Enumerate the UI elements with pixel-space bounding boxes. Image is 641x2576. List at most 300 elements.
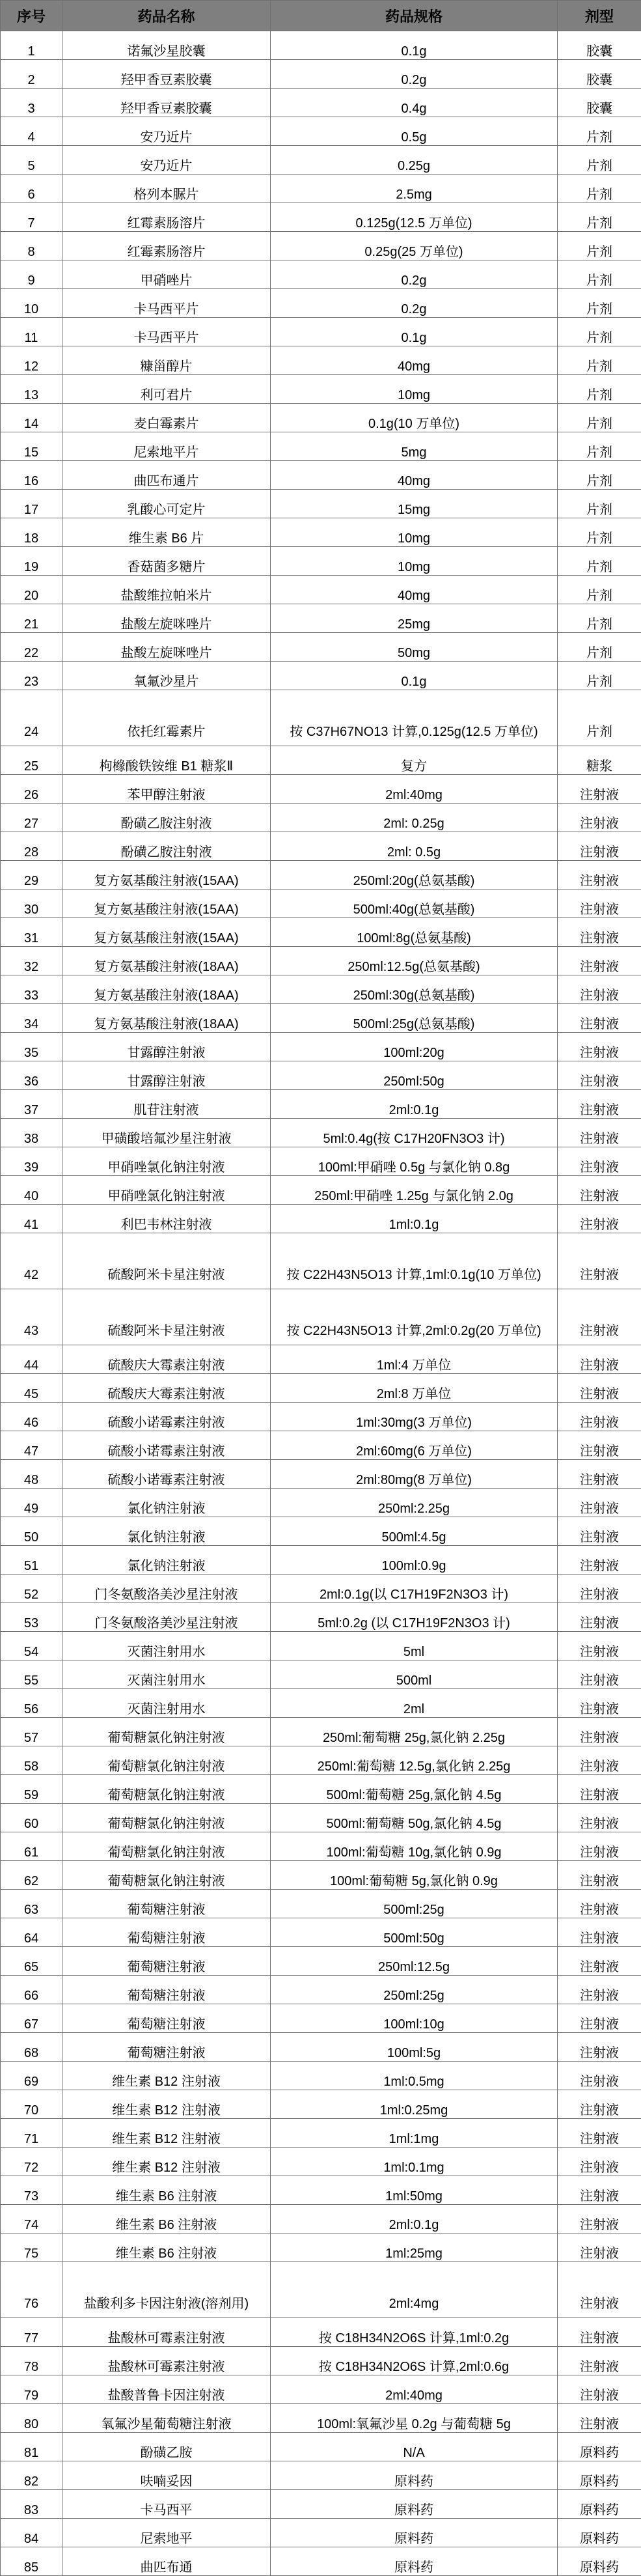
drug-spec: 1ml:1mg — [271, 2119, 558, 2148]
table-row — [1, 2033, 641, 2062]
row-index: 75 — [1, 2233, 62, 2262]
dosage-form: 原料药 — [558, 2547, 641, 2576]
row-index: 63 — [1, 1890, 62, 1918]
drug-spec: N/A — [271, 2433, 558, 2461]
table-row — [1, 633, 641, 662]
table-row — [1, 1918, 641, 1947]
drug-spec: 250ml:20g(总氨基酸) — [271, 861, 558, 889]
table-row — [1, 318, 641, 346]
table-row — [1, 832, 641, 861]
drug-spec: 40mg — [271, 461, 558, 490]
drug-spec: 40mg — [271, 346, 558, 375]
row-index: 81 — [1, 2433, 62, 2461]
drug-name: 葡萄糖氯化钠注射液 — [62, 1718, 271, 1746]
dosage-form: 片剂 — [558, 576, 641, 604]
row-index: 84 — [1, 2519, 62, 2547]
table-row — [1, 1004, 641, 1033]
header-dosage-form: 剂型 — [558, 1, 641, 31]
dosage-form: 注射液 — [558, 2318, 641, 2347]
dosage-form: 注射液 — [558, 2404, 641, 2433]
table-row — [1, 289, 641, 318]
row-index: 60 — [1, 1804, 62, 1832]
table-row — [1, 1976, 641, 2004]
drug-name: 葡萄糖注射液 — [62, 1976, 271, 2004]
drug-spec: 5mg — [271, 432, 558, 461]
drug-name: 氯化钠注射液 — [62, 1489, 271, 1517]
drug-spec: 2ml: 0.5g — [271, 832, 558, 861]
drug-spec: 500ml:50g — [271, 1918, 558, 1947]
table-row — [1, 1147, 641, 1176]
table-row — [1, 1718, 641, 1746]
drug-spec: 100ml:5g — [271, 2033, 558, 2062]
drug-name: 氧氟沙星葡萄糖注射液 — [62, 2404, 271, 2433]
row-index: 9 — [1, 260, 62, 289]
drug-name: 硫酸庆大霉素注射液 — [62, 1345, 271, 1374]
row-index: 59 — [1, 1775, 62, 1804]
row-index: 4 — [1, 117, 62, 146]
row-index: 18 — [1, 518, 62, 547]
drug-spec: 1ml:0.5mg — [271, 2062, 558, 2090]
table-row — [1, 1090, 641, 1119]
drug-spec: 250ml:30g(总氨基酸) — [271, 975, 558, 1004]
table-row — [1, 2347, 641, 2375]
dosage-form: 注射液 — [558, 1489, 641, 1517]
drug-name: 安乃近片 — [62, 117, 271, 146]
row-index: 42 — [1, 1233, 62, 1289]
drug-spec: 1ml:25mg — [271, 2233, 558, 2262]
table-row — [1, 1689, 641, 1718]
row-index: 64 — [1, 1918, 62, 1947]
dosage-form: 注射液 — [558, 1345, 641, 1374]
table-row — [1, 490, 641, 518]
drug-spec: 2ml:0.1g — [271, 1090, 558, 1119]
table-row — [1, 2148, 641, 2176]
drug-spec: 5ml:0.2g (以 C17H19F2N3O3 计) — [271, 1603, 558, 1632]
drug-name: 复方氨基酸注射液(18AA) — [62, 947, 271, 975]
dosage-form: 片剂 — [558, 346, 641, 375]
drug-spec: 按 C18H34N2O6S 计算,1ml:0.2g — [271, 2318, 558, 2347]
row-index: 80 — [1, 2404, 62, 2433]
drug-name: 肌苷注射液 — [62, 1090, 271, 1119]
drug-spec: 500ml:葡萄糖 50g,氯化钠 4.5g — [271, 1804, 558, 1832]
row-index: 57 — [1, 1718, 62, 1746]
table-row — [1, 1804, 641, 1832]
drug-name: 门冬氨酸洛美沙星注射液 — [62, 1575, 271, 1603]
row-index: 35 — [1, 1033, 62, 1061]
table-row — [1, 203, 641, 232]
row-index: 24 — [1, 690, 62, 746]
table-row — [1, 889, 641, 918]
table-row — [1, 690, 641, 746]
dosage-form: 注射液 — [558, 1890, 641, 1918]
drug-name: 维生素 B12 注射液 — [62, 2062, 271, 2090]
row-index: 37 — [1, 1090, 62, 1119]
table-row — [1, 975, 641, 1004]
drug-name: 葡萄糖注射液 — [62, 2033, 271, 2062]
drug-name: 葡萄糖氯化钠注射液 — [62, 1804, 271, 1832]
row-index: 68 — [1, 2033, 62, 2062]
drug-spec: 按 C22H43N5O13 计算,1ml:0.1g(10 万单位) — [271, 1233, 558, 1289]
row-index: 83 — [1, 2490, 62, 2519]
drug-spec: 50mg — [271, 633, 558, 662]
row-index: 1 — [1, 31, 62, 60]
drug-name: 曲匹布通 — [62, 2547, 271, 2576]
row-index: 19 — [1, 547, 62, 576]
table-row — [1, 2547, 641, 2576]
dosage-form: 注射液 — [558, 2375, 641, 2404]
row-index: 49 — [1, 1489, 62, 1517]
drug-name: 甲硝唑氯化钠注射液 — [62, 1176, 271, 1205]
dosage-form: 注射液 — [558, 889, 641, 918]
table-row — [1, 1861, 641, 1890]
row-index: 77 — [1, 2318, 62, 2347]
table-row — [1, 461, 641, 490]
drug-name: 灭菌注射用水 — [62, 1689, 271, 1718]
dosage-form: 片剂 — [558, 490, 641, 518]
drug-name: 格列本脲片 — [62, 175, 271, 203]
drug-spec: 100ml:氧氟沙星 0.2g 与葡萄糖 5g — [271, 2404, 558, 2433]
drug-name: 尼索地平片 — [62, 432, 271, 461]
dosage-form: 片剂 — [558, 232, 641, 260]
dosage-form: 注射液 — [558, 2119, 641, 2148]
dosage-form: 注射液 — [558, 832, 641, 861]
drug-spec: 250ml:50g — [271, 1061, 558, 1090]
drug-name: 维生素 B6 片 — [62, 518, 271, 547]
row-index: 13 — [1, 375, 62, 404]
dosage-form: 注射液 — [558, 775, 641, 804]
row-index: 58 — [1, 1746, 62, 1775]
drug-name: 硫酸庆大霉素注射液 — [62, 1374, 271, 1403]
table-row — [1, 1489, 641, 1517]
row-index: 23 — [1, 662, 62, 690]
row-index: 56 — [1, 1689, 62, 1718]
row-index: 43 — [1, 1289, 62, 1345]
table-row — [1, 804, 641, 832]
dosage-form: 注射液 — [558, 1517, 641, 1546]
drug-spec: 0.5g — [271, 117, 558, 146]
drug-name: 诺氟沙星胶囊 — [62, 31, 271, 60]
drug-spec: 500ml:25g — [271, 1890, 558, 1918]
drug-name: 依托红霉素片 — [62, 690, 271, 746]
drug-spec: 100ml:甲硝唑 0.5g 与氯化钠 0.8g — [271, 1147, 558, 1176]
drug-name: 红霉素肠溶片 — [62, 232, 271, 260]
dosage-form: 注射液 — [558, 1918, 641, 1947]
table-row — [1, 2490, 641, 2519]
dosage-form: 注射液 — [558, 1147, 641, 1176]
row-index: 61 — [1, 1832, 62, 1861]
table-row — [1, 1546, 641, 1575]
table-row — [1, 2205, 641, 2233]
table-row — [1, 2090, 641, 2119]
drug-spec: 250ml:葡萄糖 12.5g,氯化钠 2.25g — [271, 1746, 558, 1775]
table-row — [1, 175, 641, 203]
drug-name: 曲匹布通片 — [62, 461, 271, 490]
dosage-form: 注射液 — [558, 2148, 641, 2176]
table-row — [1, 1947, 641, 1976]
drug-spec: 0.2g — [271, 289, 558, 318]
row-index: 5 — [1, 146, 62, 175]
table-row — [1, 518, 641, 547]
drug-spec: 10mg — [271, 547, 558, 576]
drug-spec: 按 C18H34N2O6S 计算,2ml:0.6g — [271, 2347, 558, 2375]
dosage-form: 片剂 — [558, 518, 641, 547]
dosage-form: 片剂 — [558, 260, 641, 289]
table-row — [1, 861, 641, 889]
drug-spec: 2ml:0.1g(以 C17H19F2N3O3 计) — [271, 1575, 558, 1603]
dosage-form: 注射液 — [558, 1546, 641, 1575]
drug-name: 葡萄糖注射液 — [62, 1947, 271, 1976]
drug-spec: 复方 — [271, 746, 558, 775]
row-index: 34 — [1, 1004, 62, 1033]
row-index: 70 — [1, 2090, 62, 2119]
table-row — [1, 1460, 641, 1489]
row-index: 8 — [1, 232, 62, 260]
dosage-form: 原料药 — [558, 2519, 641, 2547]
dosage-form: 注射液 — [558, 1976, 641, 2004]
drug-spec: 原料药 — [271, 2519, 558, 2547]
row-index: 82 — [1, 2461, 62, 2490]
drug-name: 酚磺乙胺 — [62, 2433, 271, 2461]
table-row — [1, 2375, 641, 2404]
drug-spec: 100ml:20g — [271, 1033, 558, 1061]
drug-name: 乳酸心可定片 — [62, 490, 271, 518]
row-index: 22 — [1, 633, 62, 662]
row-index: 31 — [1, 918, 62, 947]
row-index: 62 — [1, 1861, 62, 1890]
drug-name: 葡萄糖氯化钠注射液 — [62, 1832, 271, 1861]
drug-name: 盐酸左旋咪唑片 — [62, 633, 271, 662]
drug-spec: 100ml:葡萄糖 10g,氯化钠 0.9g — [271, 1832, 558, 1861]
row-index: 44 — [1, 1345, 62, 1374]
row-index: 41 — [1, 1205, 62, 1233]
drug-name: 葡萄糖注射液 — [62, 2004, 271, 2033]
drug-spec: 原料药 — [271, 2490, 558, 2519]
drug-spec: 100ml:0.9g — [271, 1546, 558, 1575]
row-index: 10 — [1, 289, 62, 318]
dosage-form: 片剂 — [558, 662, 641, 690]
drug-spec: 1ml:0.25mg — [271, 2090, 558, 2119]
row-index: 40 — [1, 1176, 62, 1205]
dosage-form: 片剂 — [558, 633, 641, 662]
dosage-form: 注射液 — [558, 2090, 641, 2119]
drug-spec: 15mg — [271, 490, 558, 518]
dosage-form: 片剂 — [558, 289, 641, 318]
dosage-form: 片剂 — [558, 318, 641, 346]
drug-spec: 100ml:10g — [271, 2004, 558, 2033]
dosage-form: 注射液 — [558, 1061, 641, 1090]
drug-name: 灭菌注射用水 — [62, 1632, 271, 1660]
drug-spec: 500ml:25g(总氨基酸) — [271, 1004, 558, 1033]
drug-name: 卡马西平 — [62, 2490, 271, 2519]
dosage-form: 注射液 — [558, 1431, 641, 1460]
row-index: 67 — [1, 2004, 62, 2033]
row-index: 27 — [1, 804, 62, 832]
drug-spec: 250ml:甲硝唑 1.25g 与氯化钠 2.0g — [271, 1176, 558, 1205]
drug-spec: 2ml:4mg — [271, 2262, 558, 2318]
table-row — [1, 662, 641, 690]
drug-name: 香菇菌多糖片 — [62, 547, 271, 576]
table-row — [1, 1832, 641, 1861]
table-row — [1, 2519, 641, 2547]
drug-name: 卡马西平片 — [62, 318, 271, 346]
drug-spec: 2ml: 0.25g — [271, 804, 558, 832]
table-row — [1, 746, 641, 775]
table-row — [1, 918, 641, 947]
dosage-form: 片剂 — [558, 547, 641, 576]
table-row — [1, 547, 641, 576]
row-index: 6 — [1, 175, 62, 203]
table-row — [1, 604, 641, 633]
drug-name: 盐酸林可霉素注射液 — [62, 2318, 271, 2347]
drug-spec: 25mg — [271, 604, 558, 633]
dosage-form: 注射液 — [558, 1575, 641, 1603]
dosage-form: 注射液 — [558, 1947, 641, 1976]
drug-name: 灭菌注射用水 — [62, 1660, 271, 1689]
table-row — [1, 346, 641, 375]
table-row — [1, 1660, 641, 1689]
drug-name: 复方氨基酸注射液(15AA) — [62, 889, 271, 918]
drug-name: 硫酸小诺霉素注射液 — [62, 1403, 271, 1431]
row-index: 72 — [1, 2148, 62, 2176]
drug-name: 硫酸阿米卡星注射液 — [62, 1233, 271, 1289]
row-index: 71 — [1, 2119, 62, 2148]
table-row — [1, 2119, 641, 2148]
drug-name: 维生素 B6 注射液 — [62, 2233, 271, 2262]
drug-name: 氯化钠注射液 — [62, 1517, 271, 1546]
drug-name: 氯化钠注射液 — [62, 1546, 271, 1575]
drug-name: 维生素 B12 注射液 — [62, 2119, 271, 2148]
row-index: 16 — [1, 461, 62, 490]
drug-spec: 5ml — [271, 1632, 558, 1660]
drug-name: 酚磺乙胺注射液 — [62, 804, 271, 832]
table-row — [1, 576, 641, 604]
dosage-form: 注射液 — [558, 1861, 641, 1890]
dosage-form: 片剂 — [558, 404, 641, 432]
drug-spec: 10mg — [271, 518, 558, 547]
table-row — [1, 1632, 641, 1660]
drug-spec: 2ml:8 万单位 — [271, 1374, 558, 1403]
drug-name: 甘露醇注射液 — [62, 1033, 271, 1061]
drug-name: 门冬氨酸洛美沙星注射液 — [62, 1603, 271, 1632]
dosage-form: 注射液 — [558, 1832, 641, 1861]
drug-name: 利巴韦林注射液 — [62, 1205, 271, 1233]
drug-name: 复方氨基酸注射液(18AA) — [62, 1004, 271, 1033]
dosage-form: 注射液 — [558, 1233, 641, 1289]
table-row — [1, 1890, 641, 1918]
drug-name: 利可君片 — [62, 375, 271, 404]
table-row — [1, 146, 641, 175]
dosage-form: 片剂 — [558, 604, 641, 633]
dosage-form: 注射液 — [558, 947, 641, 975]
drug-spec: 500ml:40g(总氨基酸) — [271, 889, 558, 918]
drug-name: 葡萄糖氯化钠注射液 — [62, 1746, 271, 1775]
drug-name: 盐酸左旋咪唑片 — [62, 604, 271, 633]
row-index: 14 — [1, 404, 62, 432]
row-index: 66 — [1, 1976, 62, 2004]
row-index: 38 — [1, 1119, 62, 1147]
drug-spec: 0.1g — [271, 318, 558, 346]
dosage-form: 注射液 — [558, 1746, 641, 1775]
row-index: 3 — [1, 89, 62, 117]
row-index: 17 — [1, 490, 62, 518]
dosage-form: 注射液 — [558, 918, 641, 947]
drug-spec: 2ml:60mg(6 万单位) — [271, 1431, 558, 1460]
drug-name: 硫酸小诺霉素注射液 — [62, 1431, 271, 1460]
drug-name: 葡萄糖氯化钠注射液 — [62, 1861, 271, 1890]
drug-spec: 500ml:4.5g — [271, 1517, 558, 1546]
row-index: 21 — [1, 604, 62, 633]
drug-spec: 按 C22H43N5O13 计算,2ml:0.2g(20 万单位) — [271, 1289, 558, 1345]
row-index: 76 — [1, 2262, 62, 2318]
drug-name: 维生素 B6 注射液 — [62, 2176, 271, 2205]
dosage-form: 注射液 — [558, 1403, 641, 1431]
drug-name: 盐酸利多卡因注射液(溶剂用) — [62, 2262, 271, 2318]
row-index: 55 — [1, 1660, 62, 1689]
dosage-form: 注射液 — [558, 1689, 641, 1718]
table-row — [1, 1289, 641, 1345]
dosage-form: 注射液 — [558, 1603, 641, 1632]
table-row — [1, 2233, 641, 2262]
drug-spec: 0.2g — [271, 60, 558, 89]
row-index: 50 — [1, 1517, 62, 1546]
dosage-form: 注射液 — [558, 1004, 641, 1033]
dosage-form: 片剂 — [558, 203, 641, 232]
row-index: 28 — [1, 832, 62, 861]
drug-name: 安乃近片 — [62, 146, 271, 175]
dosage-form: 胶囊 — [558, 31, 641, 60]
drug-spec: 2ml:40mg — [271, 775, 558, 804]
drug-name: 维生素 B6 注射液 — [62, 2205, 271, 2233]
dosage-form: 注射液 — [558, 1205, 641, 1233]
drug-spec: 2ml — [271, 1689, 558, 1718]
row-index: 54 — [1, 1632, 62, 1660]
dosage-form: 片剂 — [558, 690, 641, 746]
table-row — [1, 947, 641, 975]
dosage-form: 注射液 — [558, 1090, 641, 1119]
table-row — [1, 1575, 641, 1603]
drug-spec: 250ml:12.5g(总氨基酸) — [271, 947, 558, 975]
table-row — [1, 1517, 641, 1546]
table-row — [1, 1233, 641, 1289]
row-index: 78 — [1, 2347, 62, 2375]
table-row — [1, 260, 641, 289]
dosage-form: 注射液 — [558, 2176, 641, 2205]
drug-name: 红霉素肠溶片 — [62, 203, 271, 232]
row-index: 73 — [1, 2176, 62, 2205]
table-row — [1, 1403, 641, 1431]
drug-spec: 2ml:80mg(8 万单位) — [271, 1460, 558, 1489]
drug-name: 糠甾醇片 — [62, 346, 271, 375]
row-index: 79 — [1, 2375, 62, 2404]
table-row — [1, 60, 641, 89]
table-row — [1, 1061, 641, 1090]
row-index: 52 — [1, 1575, 62, 1603]
table-row — [1, 232, 641, 260]
row-index: 26 — [1, 775, 62, 804]
dosage-form: 胶囊 — [558, 60, 641, 89]
row-index: 65 — [1, 1947, 62, 1976]
row-index: 2 — [1, 60, 62, 89]
drug-spec: 40mg — [271, 576, 558, 604]
dosage-form: 注射液 — [558, 1718, 641, 1746]
dosage-form: 注射液 — [558, 1660, 641, 1689]
table-row — [1, 2176, 641, 2205]
drug-spec: 原料药 — [271, 2461, 558, 2490]
table-row — [1, 1775, 641, 1804]
drug-name: 复方氨基酸注射液(15AA) — [62, 861, 271, 889]
drug-name: 麦白霉素片 — [62, 404, 271, 432]
drug-spec: 2ml:40mg — [271, 2375, 558, 2404]
